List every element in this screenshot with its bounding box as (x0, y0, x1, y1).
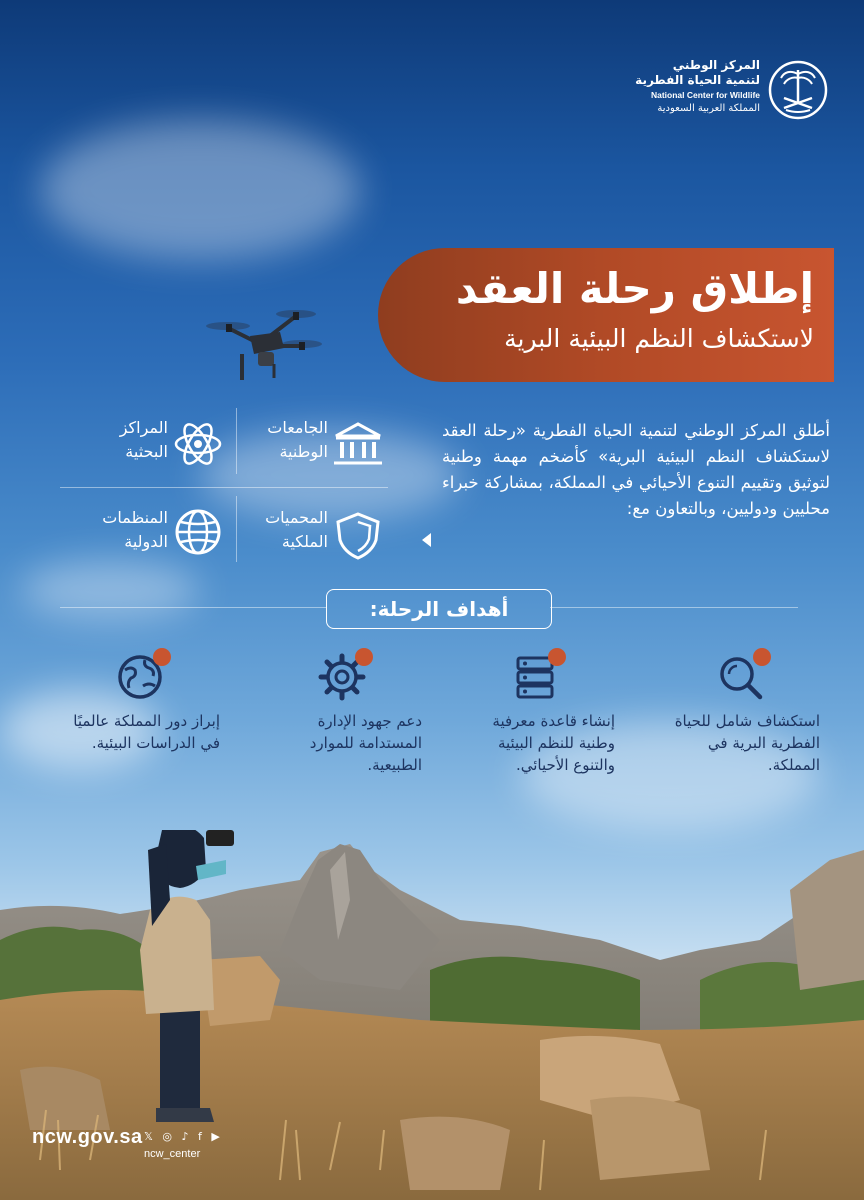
goal-item (660, 652, 820, 776)
goal-text: إبراز دور المملكة عالميًا في الدراسات البيئية. (73, 712, 220, 752)
partner-label-line2: الدولية (124, 532, 168, 551)
accent-dot (355, 648, 373, 666)
partner-label-line2: الوطنية (279, 442, 328, 461)
drone-image (198, 296, 328, 392)
goal-item (262, 652, 422, 776)
goal-item (455, 652, 615, 776)
goal-text: استكشاف شامل للحياة الفطرية البرية في المملكة. (674, 712, 820, 774)
social-icons[interactable]: 𝕏 ◎ ♪ f ▶ (144, 1130, 223, 1143)
page-subtitle: لاستكشاف النظم البيئية البرية (504, 324, 814, 353)
grid-divider (60, 487, 388, 488)
atom-icon (170, 416, 226, 472)
logo-name-ar-line1: المركز الوطني (672, 58, 760, 72)
goal-text: دعم جهود الإدارة المستدامة للموارد الطبيعية. (309, 712, 422, 774)
cloud (40, 120, 360, 260)
page-title: إطلاق رحلة العقد (455, 264, 814, 313)
social-handle[interactable]: ncw_center (144, 1148, 201, 1160)
intro-paragraph: أطلق المركز الوطني لتنمية الحياة الفطرية «رحلة العقد لاستكشاف النظم البيئية البرية» كأضخم مهمة وطنية لتوثيق وتقييم التنوع الأحيائي في المملكة، بمشاركة خبراء محليين ودوليين، وبالتعاون مع: (442, 421, 830, 518)
globe-icon (170, 504, 226, 560)
accent-dot (153, 648, 171, 666)
logo-name-en: National Center for Wildlife (650, 90, 760, 100)
goals-header: أهداف الرحلة: (326, 589, 552, 629)
partner-universities (248, 410, 428, 480)
ncw-logo-emblem (766, 58, 830, 122)
partner-label-line1: المنظمات (102, 508, 168, 527)
university-icon (330, 418, 386, 474)
logo-name-ar-line2: لتنمية الحياة الفطرية (635, 73, 760, 87)
partner-label-line2: البحثية (125, 442, 168, 461)
title-banner (378, 248, 834, 382)
partner-research-centers (60, 410, 240, 480)
goal-item (60, 652, 220, 754)
partner-label-line1: المحميات (265, 508, 328, 527)
accent-dot (548, 648, 566, 666)
logo-country-ar: المملكة العربية السعودية (657, 103, 760, 114)
website-link[interactable]: ncw.gov.sa (32, 1126, 143, 1148)
goals-divider-right (550, 607, 798, 608)
goal-text: إنشاء قاعدة معرفية وطنية للنظم البيئية والتنوع الأحيائي. (492, 712, 615, 774)
partner-international-orgs (60, 500, 240, 570)
partner-label-line2: الملكية (281, 532, 328, 551)
partner-label-line1: المراكز (119, 418, 168, 437)
ncw-logo-text (560, 58, 760, 115)
accent-dot (753, 648, 771, 666)
partner-label-line1: الجامعات (267, 418, 328, 437)
footer (32, 1126, 223, 1160)
goals-divider-left (60, 607, 326, 608)
partner-royal-reserves (248, 500, 428, 570)
shield-icon (330, 508, 386, 564)
